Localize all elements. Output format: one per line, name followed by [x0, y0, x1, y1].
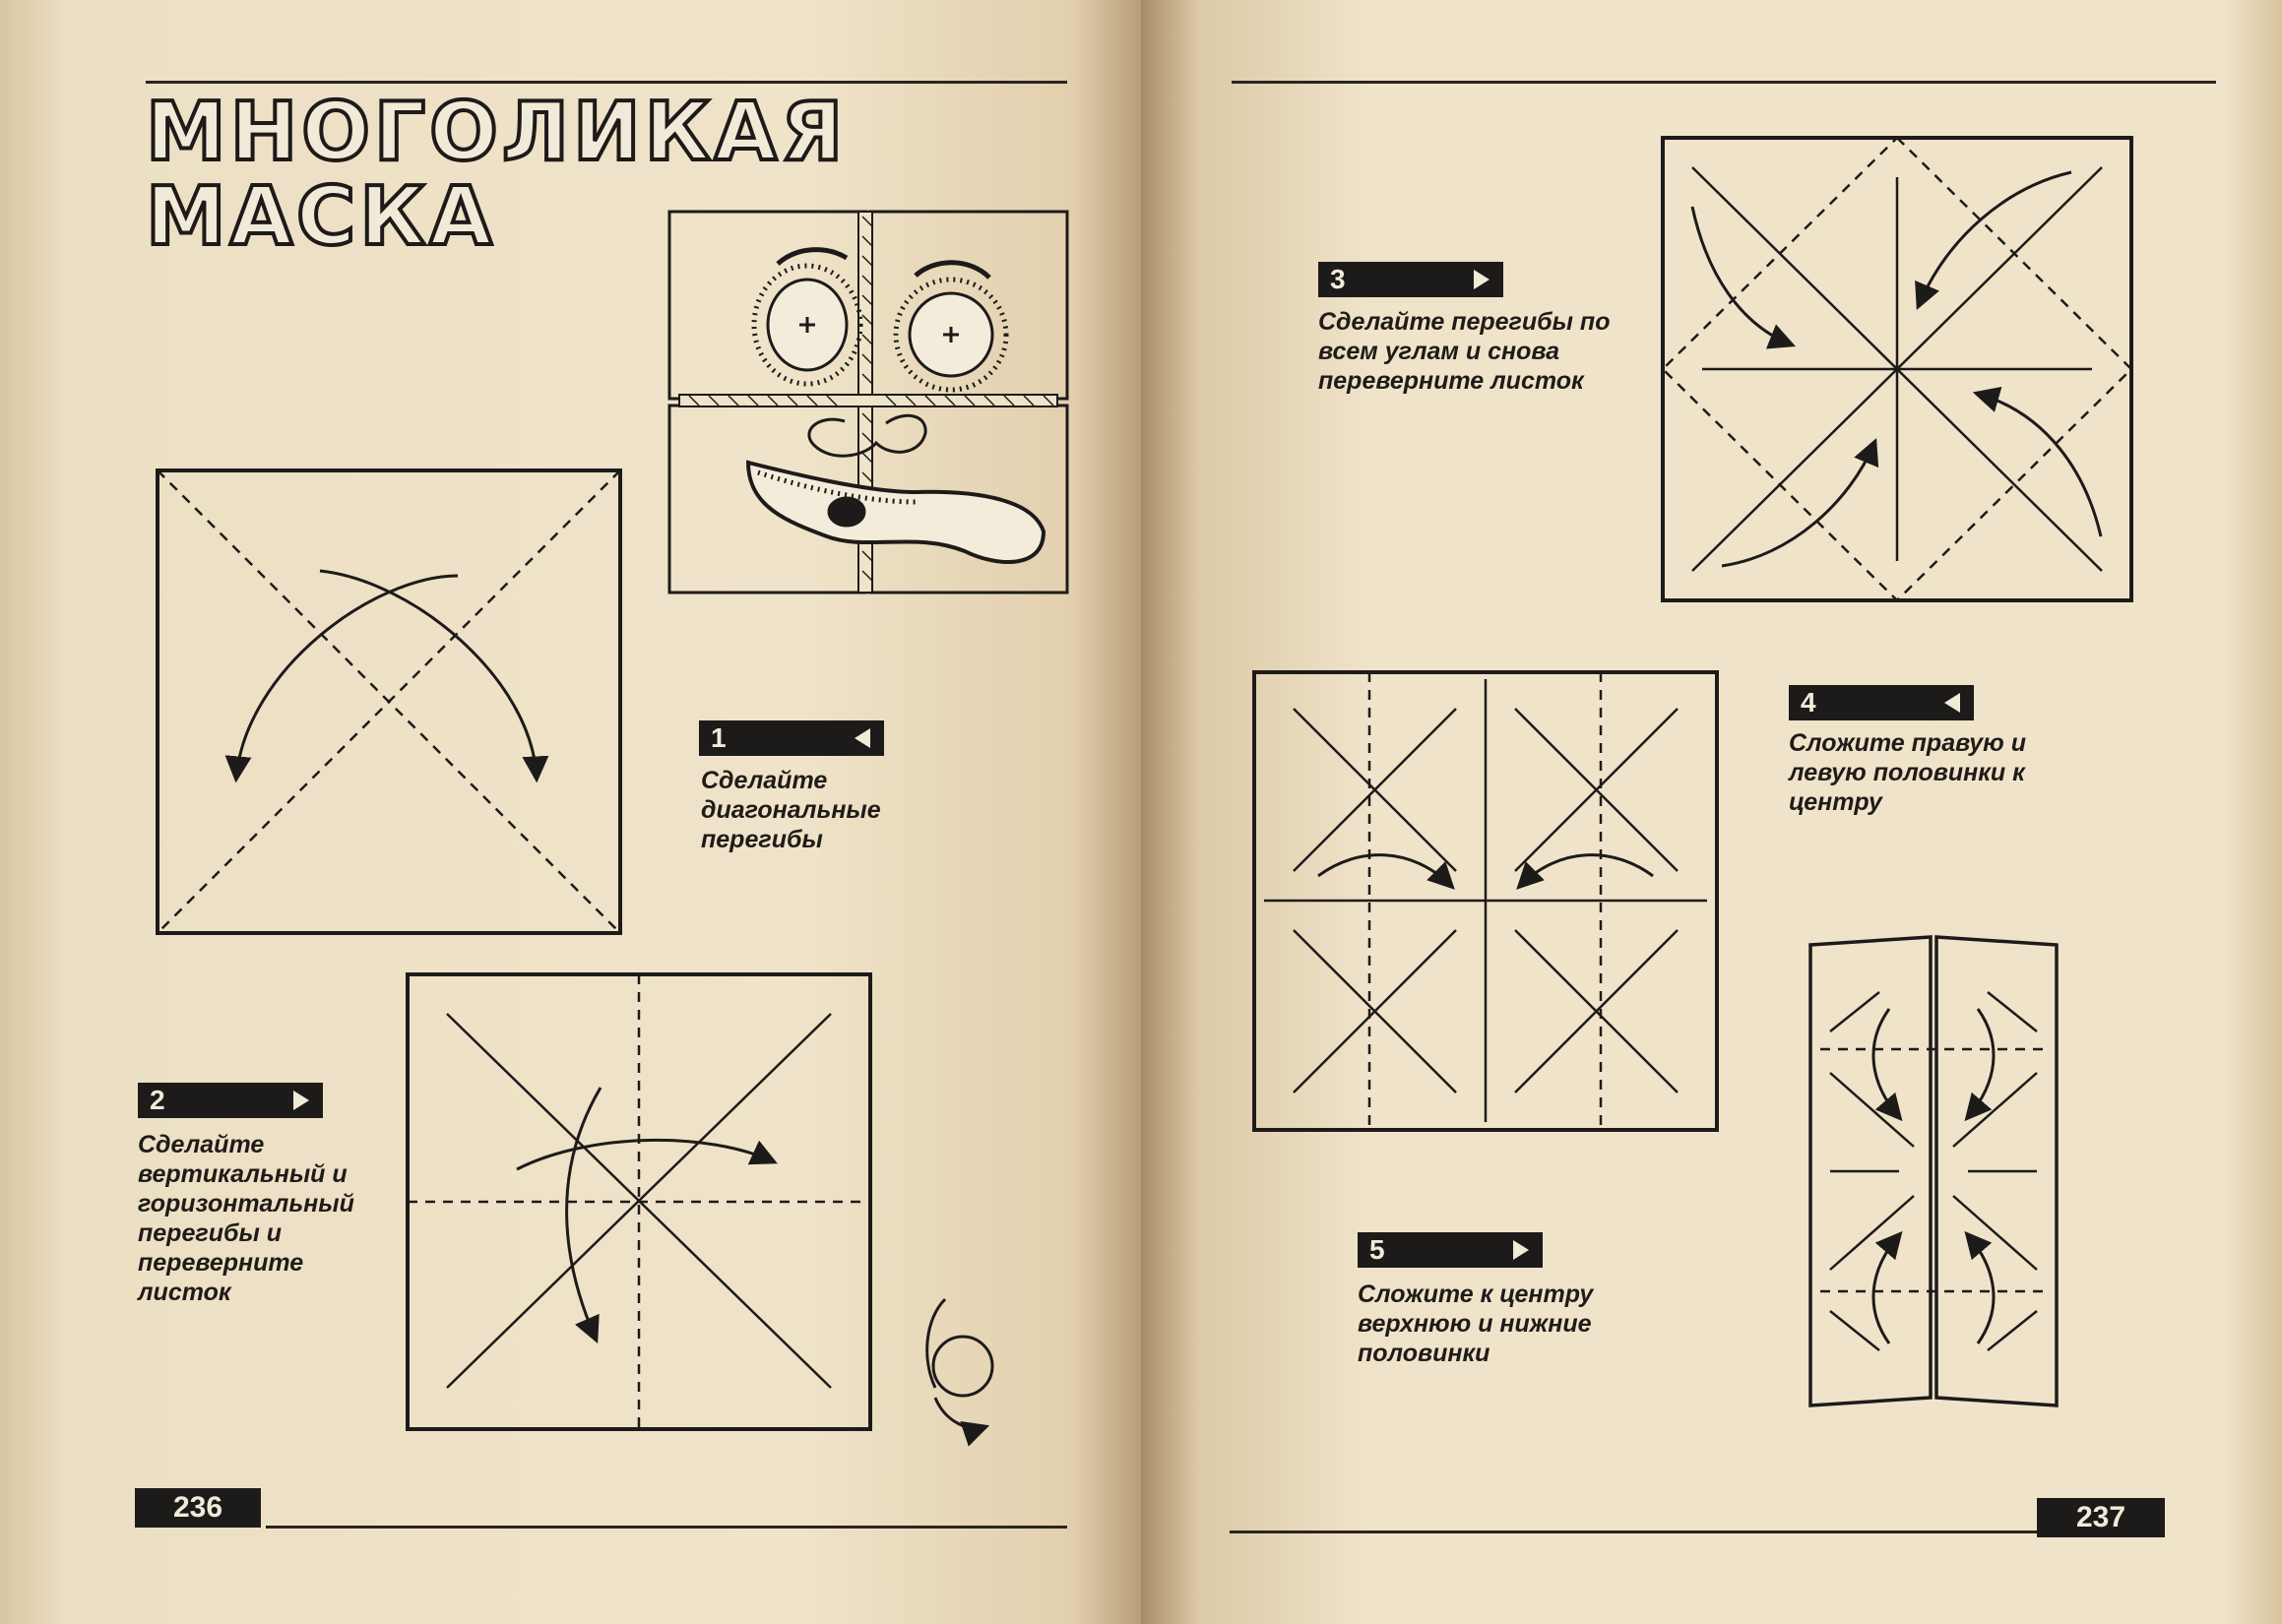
step-5-number: 5	[1369, 1234, 1385, 1265]
step-1-number: 1	[711, 722, 727, 753]
right-eyebrow	[916, 263, 989, 278]
fold-arrow-2b	[567, 1088, 601, 1339]
fold-arrow-5d	[1968, 1235, 1994, 1343]
tongue-dot	[829, 498, 864, 526]
face-horizontal-fold	[679, 395, 1057, 406]
bottom-rule-right	[1230, 1530, 2116, 1533]
fold-arrow-1a	[236, 576, 458, 778]
fold-arrow-5b	[1968, 1009, 1994, 1117]
triangle-right-icon	[293, 1091, 309, 1110]
fold-arrow-3c	[1978, 394, 2101, 536]
step-5-text: Сложите к центру верхнюю и нижние половинки	[1358, 1280, 1594, 1367]
mouth	[748, 463, 1044, 562]
step-4-text: Сложите правую и левую половинки к центру	[1789, 729, 2026, 816]
step-1-text: Сделайте диагональные перегибы	[701, 767, 881, 853]
fold-arrow-5c	[1873, 1235, 1899, 1343]
right-page	[1141, 0, 2282, 1624]
diagram-step-1	[158, 470, 620, 933]
triangle-right-icon	[1474, 270, 1490, 289]
step-1-badge	[699, 720, 884, 756]
step-2-badge	[138, 1083, 323, 1118]
fold-arrow-3b	[1919, 172, 2071, 305]
fold-arrow-5a	[1873, 1009, 1899, 1117]
triangle-left-icon	[855, 728, 870, 748]
title-line-2: МАСКА	[146, 170, 496, 264]
triangle-right-icon	[1513, 1240, 1529, 1260]
fold-arrow-3d	[1722, 443, 1874, 566]
triangle-left-icon	[1944, 693, 1960, 713]
step-2-number: 2	[150, 1085, 165, 1115]
step-5-badge	[1358, 1232, 1543, 1268]
fold-arrow-4b	[1520, 855, 1653, 886]
step-4-number: 4	[1801, 687, 1816, 718]
diagram-step-4	[1254, 672, 1717, 1130]
mask-face-illustration	[669, 212, 1067, 593]
left-eyebrow	[778, 250, 847, 264]
step-4-badge	[1789, 685, 1974, 720]
diagram-step-5	[1810, 937, 2057, 1405]
step-3-text: Сделайте перегибы по всем углам и снова переверните листок	[1318, 308, 1611, 395]
page-number-left: 236	[135, 1488, 261, 1528]
step-3-number: 3	[1330, 264, 1346, 294]
step-2-text: Сделайте вертикальный и горизонтальный перегибы и переверните листок	[138, 1131, 354, 1306]
fold-arrow-2a	[517, 1140, 773, 1169]
diagram-step-3	[1663, 138, 2131, 600]
step-3-badge	[1318, 262, 1503, 297]
fold-arrow-4a	[1318, 855, 1451, 886]
turn-over-icon	[927, 1299, 992, 1428]
title-line-1: МНОГОЛИКАЯ	[146, 86, 848, 179]
fold-arrow-1b	[320, 571, 537, 778]
diagram-step-2	[408, 974, 870, 1429]
right-page-diagrams	[1141, 0, 2282, 1624]
page-number-right: 237	[2037, 1498, 2165, 1537]
bottom-rule-left	[266, 1526, 1067, 1529]
